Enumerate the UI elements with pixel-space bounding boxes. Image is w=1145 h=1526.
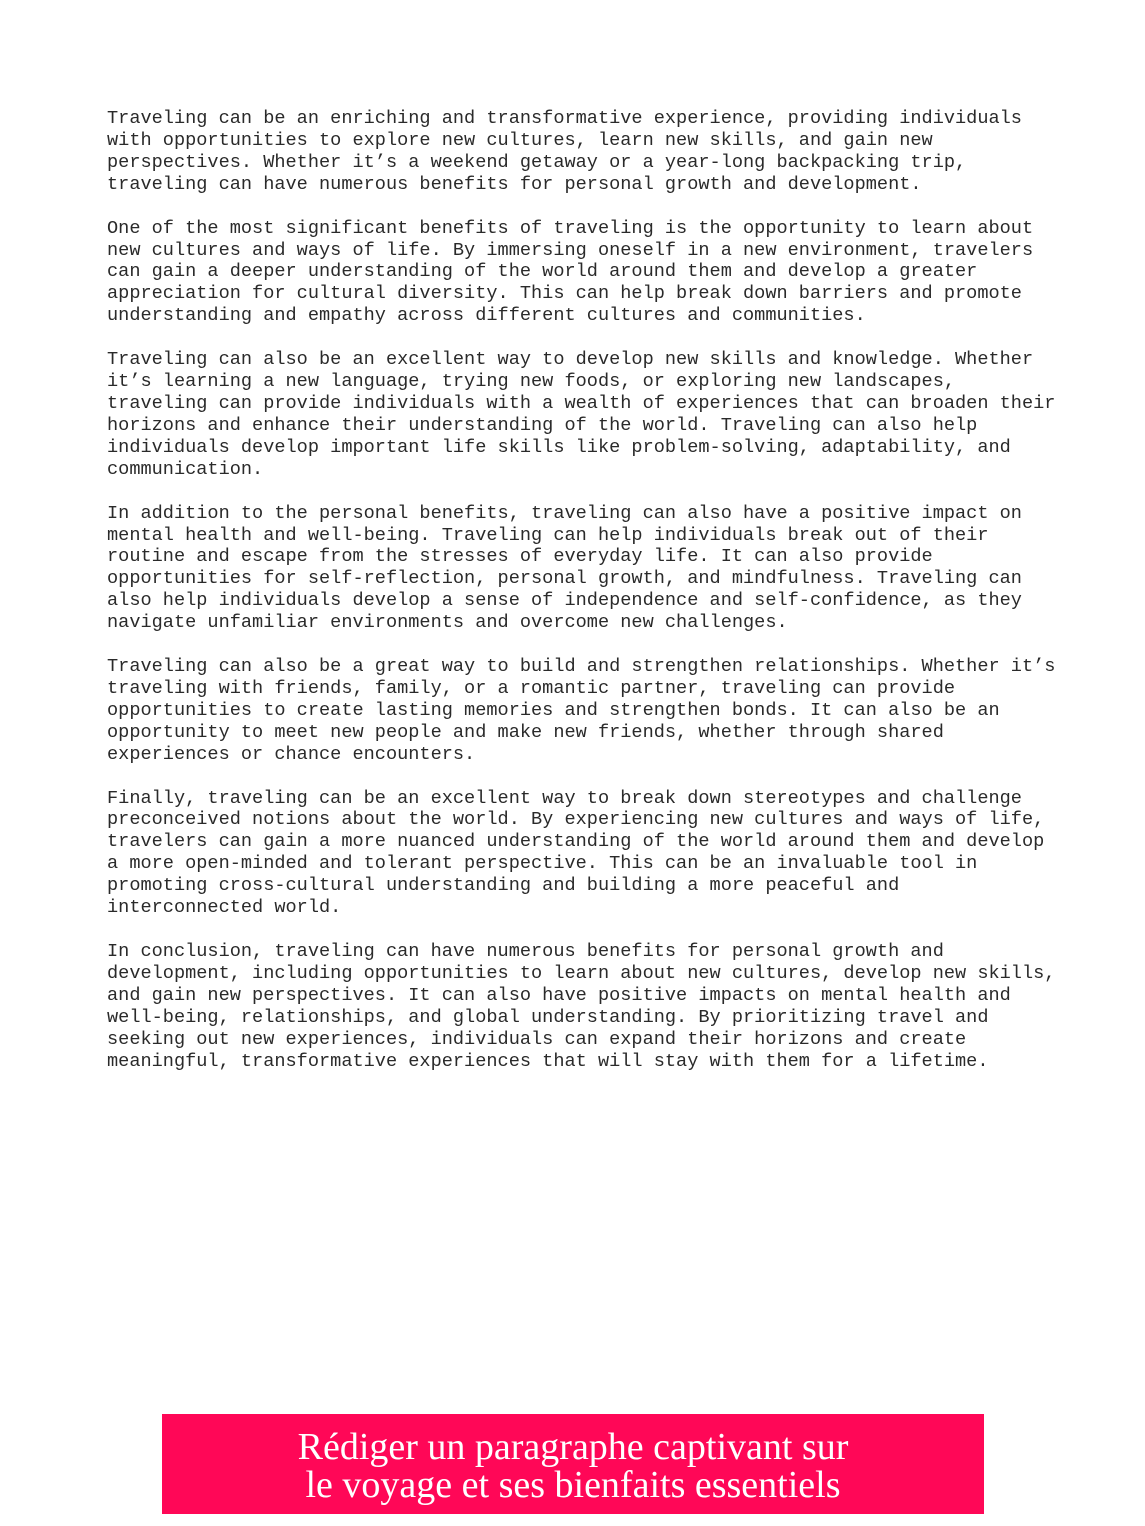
essay-body: [107, 108, 1057, 1094]
paragraph-mental-health: In addition to the personal benefits, traveling can also have a positive impact on mental health and well-being. Traveling can help individuals break out of their routine and escape from the stresses of everyday life. It can also provide opportunities for self-reflection, personal growth, and mindfulness. Traveling can also help individuals develop a sense of independence and self-confidence, as they navigate unfamiliar environments and overcome new challenges.: [107, 502, 1022, 634]
banner-title-line-1: Rédiger un paragraphe captivant sur: [297, 1426, 849, 1468]
banner-title-line-2: le voyage et ses bienfaits essentiels: [305, 1464, 841, 1506]
title-banner: [162, 1414, 984, 1514]
paragraph-intro: Traveling can be an enriching and transformative experience, providing individuals with opportunities to explore new cultures, learn new skills, and gain new perspectives. Whether it’s a weekend getaway or a year-long backpacking trip, traveling can have numerous benefits for personal growth and development.: [107, 108, 1022, 195]
paragraph-skills: Traveling can also be an excellent way to develop new skills and knowledge. Whether it’s learning a new language, trying new foods, or exploring new landscapes, traveling can provide individuals with a wealth of experiences that can broaden their horizons and enhance their understanding of the world. Traveling can also help individuals develop important life skills like problem-solving, adaptability, and communication.: [107, 349, 1056, 480]
paragraph-cultures: One of the most significant benefits of traveling is the opportunity to learn about new cultures and ways of life. By immersing oneself in a new environment, travelers can gain a deeper understanding of the world around them and develop a greater appreciation for cultural diversity. This can help break down barriers and promote understanding and empathy across different cultures and communities.: [107, 217, 1034, 327]
banner-title: [298, 1428, 849, 1504]
paragraph-conclusion: In conclusion, traveling can have numerous benefits for personal growth and development, including opportunities to learn about new cultures, develop new skills, and gain new perspectives. It can also have positive impacts on mental health and well-being, relationships, and global understanding. By prioritizing travel and seeking out new experiences, individuals can expand their horizons and create meaningful, transformative experiences that will stay with them for a lifetime.: [107, 941, 1056, 1072]
paragraph-relationships: Traveling can also be a great way to build and strengthen relationships. Whether it’s traveling with friends, family, or a romantic partner, traveling can provide opportunities to create lasting memories and strengthen bonds. It can also be an opportunity to meet new people and make new friends, whether through shared experiences or chance encounters.: [107, 656, 1056, 765]
paragraph-stereotypes: Finally, traveling can be an excellent way to break down stereotypes and challenge preconceived notions about the world. By experiencing new cultures and ways of life, travelers can gain a more nuanced understanding of the world around them and develop a more open-minded and tolerant perspective. This can be an invaluable tool in promoting cross-cultural understanding and building a more peaceful and interconnected world.: [107, 787, 1045, 919]
